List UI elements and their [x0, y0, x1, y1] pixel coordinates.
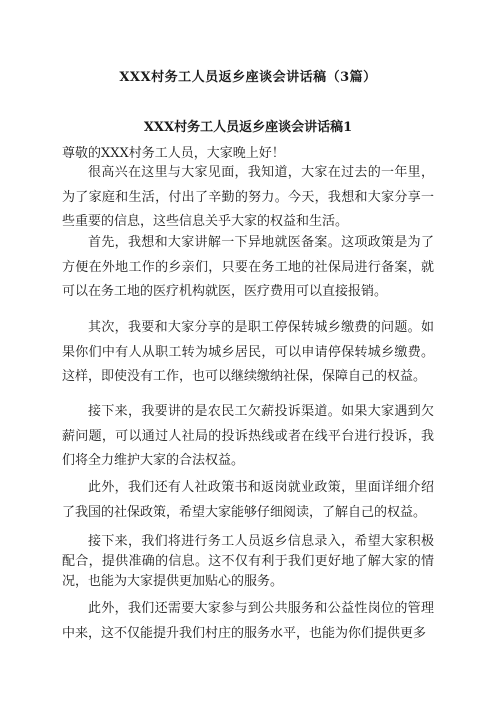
- paragraph-2: 首先，我想和大家讲解一下异地就医备案。这项政策是为了方便在外地工作的乡亲们，只要在务工地的社保局进行备案，就可以在务工地的医疗机构就医，医疗费用可以直接报销。: [62, 235, 434, 299]
- salutation: 尊敬的XXX村务工人员，大家晚上好！: [62, 146, 285, 161]
- paragraph-7: 此外，我们还需要大家参与到公共服务和公益性岗位的管理中来，这不仅能提升我们村庄的服务水平，也能为你们提供更多: [62, 601, 434, 641]
- paragraph-6: 接下来，我们将进行务工人员返乡信息录入，希望大家积极配合，提供准确的信息。这不仅有利于我们更好地了解大家的情况，也能为大家提供更加贴心的服务。: [62, 534, 434, 589]
- paragraph-1: 很高兴在这里与大家见面，我知道，大家在过去的一年里，为了家庭和生活，付出了辛勤的努力。今天，我想和大家分享一些重要的信息，这些信息关乎大家的权益和生活。: [62, 165, 434, 229]
- paragraph-5: 此外，我们还有人社政策书和返岗就业政策，里面详细介绍了我国的社保政策，希望大家能够仔细阅读，了解自己的权益。: [62, 480, 434, 520]
- document-title: XXX村务工人员返乡座谈会讲话稿（3篇）: [119, 70, 377, 85]
- paragraph-3: 其次，我要和大家分享的是职工停保转城乡缴费的问题。如果你们中有人从职工转为城乡居民，可以申请停保转城乡缴费。这样，即使没有工作，也可以继续缴纳社保，保障自己的权益。: [62, 320, 434, 384]
- paragraph-4: 接下来，我要讲的是农民工欠薪投诉渠道。如果大家遇到欠薪问题，可以通过人社局的投诉热线或者在线平台进行投诉，我们将全力维护大家的合法权益。: [62, 404, 434, 468]
- section-title: XXX村务工人员返乡座谈会讲话稿1: [143, 120, 353, 135]
